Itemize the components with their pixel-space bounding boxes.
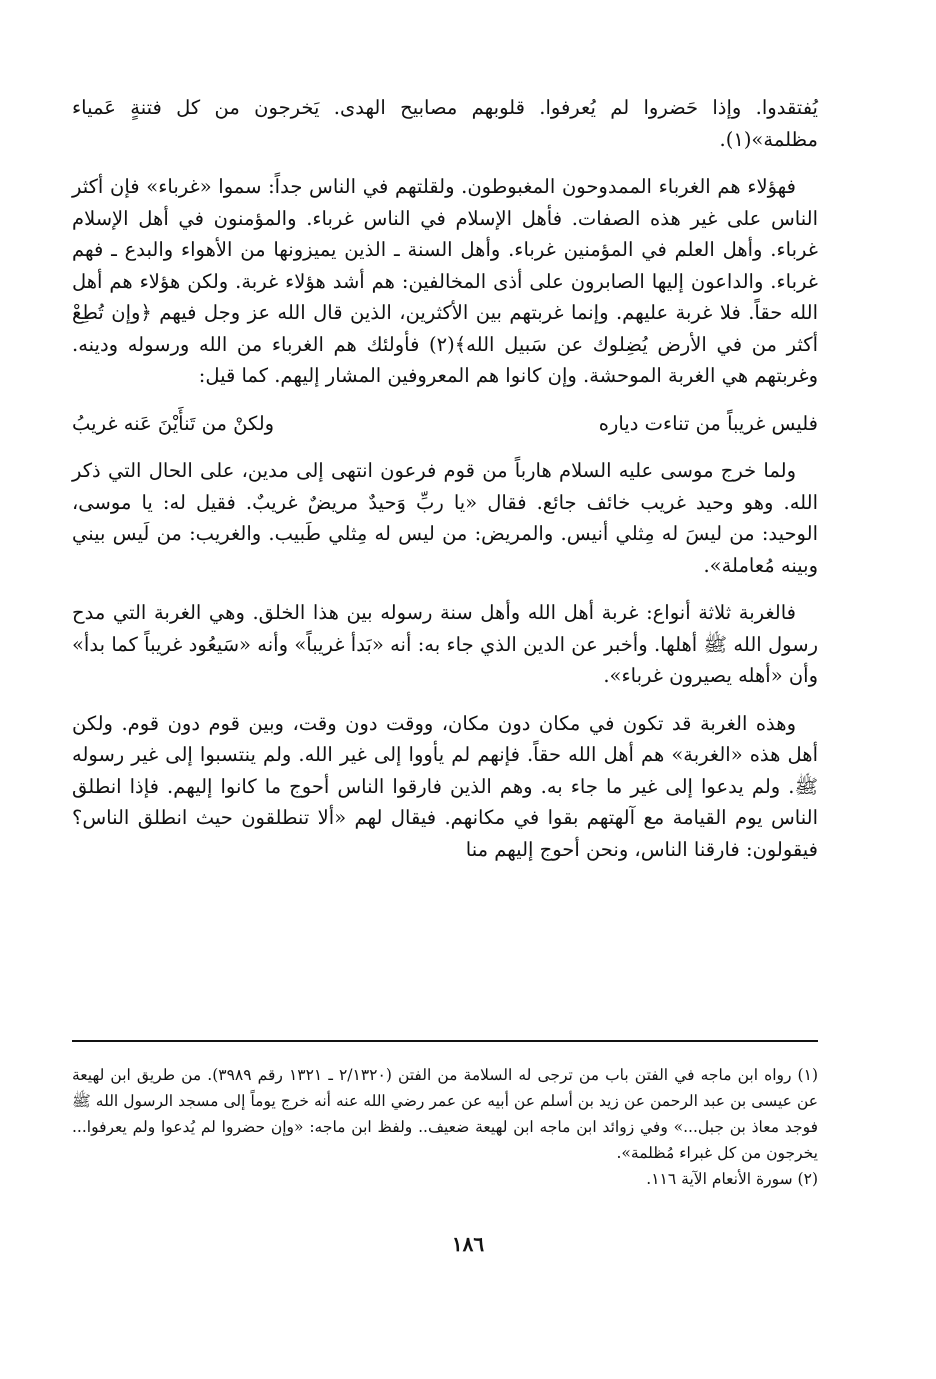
footnotes (72, 1062, 818, 1192)
paragraph-continuation: يُفتقدوا. وإذا حَضروا لم يُعرفوا. قلوبهم مصابيح الهدى. يَخرجون من كل فتنةٍ عَمياء مظلمة»(١). (72, 96, 818, 151)
paragraph-place-and-time: وهذه الغربة قد تكون في مكان دون مكان، ووقت دون وقت، وبين قوم دون قوم. ولكن أهل هذه «الغربة» هم أهل الله حقاً. فإنهم لم يأووا إلى غير الله. ولم ينتسبوا إلى غير رسوله ﷺ. ولم يدعوا إلى غير ما جاء به. وهم الذين فارقوا الناس أحوج ما كانوا إليهم. فإذا انطلق الناس يوم القيامة مع آلهتهم بقوا في مكانهم. فيقال لهم «ألا تنطلقون حيث انطلق الناس؟ فيقولون: فارقنا الناس، ونحن أحوج إليهم منا (72, 711, 818, 861)
paragraph-strangers: فهؤلاء هم الغرباء الممدوحون المغبوطون. ولقلتهم في الناس جداً: سموا «غرباء» فإن أكثر الناس على غير هذه الصفات. فأهل الإسلام في الناس غرباء. والمؤمنون في أهل الإسلام غرباء. وأهل العلم في المؤمنين غرباء. وأهل السنة ـ الذين يميزونها من الأهواء والبدع ـ فهم غرباء. والداعون إليها الصابرون على أذى المخالفين: هم أشد هؤلاء غربة. ولكن هؤلاء هم أهل الله حقاً. فلا غربة عليهم. وإنما غربتهم بين الأكثرين، الذين قال الله عز وجل فيهم ﴿وإن تُطِعْ أكثر من في الأرض يُضِلوك عن سَبيل الله﴾(٢) فأولئك هم الغرباء من الله ورسوله ودينه. وغربتهم هي الغربة الموحشة. وإن كانوا هم المعروفين المشار إليهم. كما قيل: (72, 175, 818, 387)
page-number: ١٨٦ (451, 1232, 485, 1256)
footnote-separator (72, 1040, 818, 1042)
main-text (72, 92, 818, 881)
verse-second-hemistich: ولكنْ من تَنأَيْنَ عَنه غريبُ (72, 411, 275, 435)
verse-first-hemistich: فليس غريباً من تناءت دياره (598, 411, 818, 435)
paragraph-types-of-strangeness: فالغربة ثلاثة أنواع: غربة أهل الله وأهل سنة رسوله بين هذا الخلق. وهي الغربة التي مدح رسول الله ﷺ أهلها. وأخبر عن الدين الذي جاء به: أنه «بَدأ غريباً» وأنه «سَيعُود غريباً كما بدأ» وأن «أهله يصيرون غرباء». (72, 601, 818, 687)
paragraph-musa: ولما خرج موسى عليه السلام هارباً من قوم فرعون انتهى إلى مدين، على الحال التي ذكر الله. وهو وحيد غريب خائف جائع. فقال «يا ربِّ وَحيدٌ مريضٌ غريبٌ. فقيل له: يا موسى، الوحيد: من ليسَ له مِثلي أنيس. والمريض: من ليس له مِثلي طَبيب. والغريب: من لَيس بيني وبينه مُعاملة». (72, 459, 818, 577)
footnote-2: (٢) سورة الأنعام الآية ١١٦. (646, 1170, 818, 1188)
footnote-1: (١) رواه ابن ماجه في الفتن باب من ترجى له السلامة من الفتن (٢/١٣٢٠ ـ ١٣٢١ رقم ٣٩٨٩). من طريق ابن لهيعة عن عيسى بن عبد الرحمن عن زيد بن أسلم عن أبيه عن عمر رضي الله عنه أنه خرج يوماً إلى مسجد الرسول الله ﷺ فوجد معاذ بن جبل...» وفي زوائد ابن ماجه ابن لهيعة ضعيف.. ولفظ ابن ماجه: «وإن حضروا لم يُدعوا ولم يعرفوا... يخرجون من كل غبراء مُظلمة». (72, 1066, 818, 1162)
poetry-verse (72, 408, 818, 440)
